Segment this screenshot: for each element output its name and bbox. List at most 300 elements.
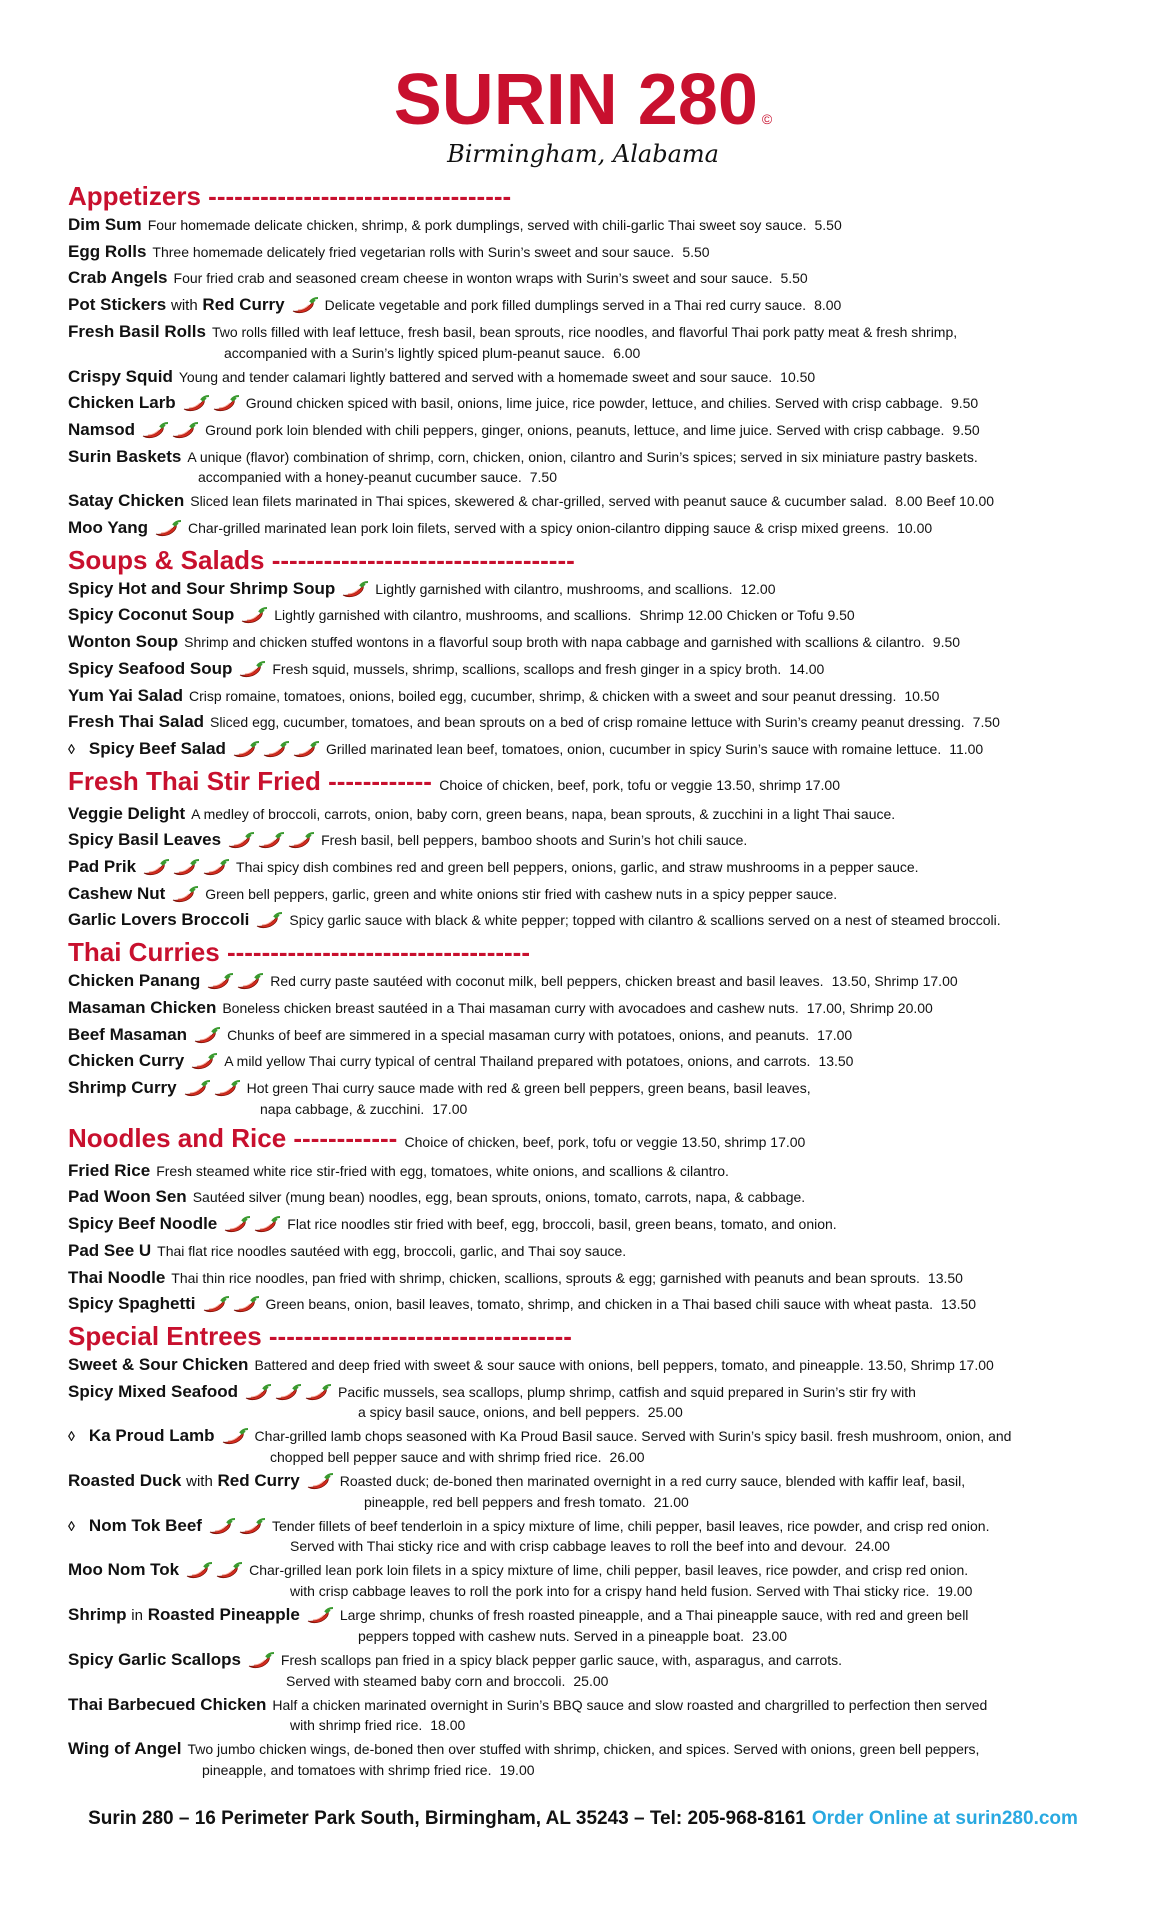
menu-item — [68, 1352, 1138, 1379]
item-description: Ground chicken spiced with basil, onions, lime juice, rice powder, lettuce, and chilies. Served with crisp cabbage. — [245, 395, 943, 412]
item-name — [68, 605, 234, 624]
spice-level — [238, 660, 266, 678]
item-name-text: Wing of Angel — [68, 1739, 182, 1759]
section-dashes: ----------------------------------- — [226, 937, 530, 968]
item-name — [68, 393, 176, 412]
item-name — [68, 632, 178, 651]
section-dashes: ------------ — [293, 1122, 398, 1153]
item-description: Sautéed silver (mung bean) noodles, egg, bean sprouts, onions, tomato, carrots, napa, & cabbage. — [192, 1189, 806, 1206]
item-description: Spicy garlic sauce with black & white pepper; topped with cilantro & scallions served on a nest of steamed broccoli. — [289, 912, 1001, 929]
item-name — [68, 1695, 266, 1714]
chili-pepper-icon — [238, 1517, 266, 1535]
menu-item — [68, 1692, 1138, 1737]
chili-pepper-icon — [202, 858, 230, 876]
chili-pepper-icon — [262, 740, 290, 758]
menu-item — [68, 656, 1138, 683]
chili-pepper-icon — [193, 1026, 221, 1044]
item-name-text: Spicy Coconut Soup — [68, 605, 235, 625]
spice-level — [227, 831, 315, 849]
item-name-text: Spicy Hot and Sour Shrimp Soup — [68, 578, 336, 598]
menu-item — [68, 1379, 1138, 1424]
item-description: A medley of broccoli, carrots, onion, baby corn, green beans, napa, bean sprouts, & zucchini in a light Thai sauce. — [191, 805, 896, 822]
item-description-line2: napa cabbage, & zucchini. — [260, 1100, 425, 1117]
item-name-text: Yum Yai Salad — [68, 685, 183, 705]
menu-item — [68, 1513, 1138, 1558]
item-description-continued — [68, 1099, 1138, 1120]
chili-pepper-icon — [172, 858, 200, 876]
item-name — [68, 884, 165, 903]
item-description: Two jumbo chicken wings, de-boned then over stuffed with shrimp, chicken, and spices. Served with onions, green bell peppers, — [187, 1741, 980, 1758]
footer-address: Surin 280 – 16 Perimeter Park South, Birmingham, AL 35243 – Tel: 205-968-8161 — [88, 1808, 806, 1829]
item-name — [68, 830, 221, 849]
chili-pepper-icon — [232, 740, 260, 758]
item-name-connector: with — [171, 297, 198, 315]
item-name-text: Surin Baskets — [68, 446, 182, 466]
item-name-text: Moo Yang — [68, 518, 148, 538]
item-description: Large shrimp, chunks of fresh roasted pineapple, and a Thai pineapple sauce, with red and green bell — [339, 1607, 969, 1624]
chili-pepper-icon — [238, 660, 266, 678]
spice-level — [193, 1026, 221, 1044]
item-name-connector: in — [131, 1607, 143, 1625]
item-price: 25.00 — [573, 1672, 609, 1689]
item-name — [68, 659, 232, 678]
item-description-continued — [68, 1715, 1138, 1736]
chili-pepper-icon — [287, 831, 315, 849]
item-price: 21.00 — [653, 1493, 689, 1510]
menu-item — [68, 907, 1138, 934]
item-name-text: Shrimp — [68, 1605, 127, 1625]
spice-level — [232, 740, 320, 758]
item-name-text: Fried Rice — [68, 1160, 151, 1180]
item-description: Ground pork loin blended with chili peppers, ginger, onions, peanuts, lettuce, and lime juice. Served with crisp cabbage. — [205, 421, 945, 438]
item-name-text: Spicy Mixed Seafood — [68, 1381, 239, 1401]
item-name-text: Pad Woon Sen — [68, 1187, 187, 1207]
item-name-part2: Red Curry — [202, 295, 285, 315]
item-name — [68, 971, 200, 990]
item-description-line2: pineapple, and tomatoes with shrimp fried rice. — [202, 1761, 492, 1778]
section-note: Choice of chicken, beef, pork, tofu or veggie 13.50, shrimp 17.00 — [439, 776, 840, 793]
section-title: Thai Curries — [68, 937, 220, 968]
section-note: Choice of chicken, beef, pork, tofu or veggie 13.50, shrimp 17.00 — [404, 1133, 806, 1150]
item-description-continued — [68, 1447, 1138, 1468]
item-description-continued — [68, 1402, 1138, 1423]
spice-level — [291, 296, 319, 314]
spice-level — [142, 858, 230, 876]
item-price: 8.00 Beef 10.00 — [895, 493, 995, 510]
spice-level — [171, 885, 199, 903]
chili-pepper-icon — [255, 911, 283, 929]
item-description: Sliced lean filets marinated in Thai spices, skewered & char-grilled, served with peanut sauce & cucumber salad. — [190, 493, 888, 510]
item-name-text: Thai Barbecued Chicken — [68, 1694, 267, 1714]
menu-section — [68, 765, 1138, 935]
menu-section — [68, 1320, 1138, 1781]
item-price: 6.00 — [613, 344, 641, 361]
chili-pepper-icon — [183, 1079, 211, 1097]
item-description-line2: accompanied with a honey-peanut cucumber sauce. — [198, 469, 522, 486]
menu-item — [68, 1238, 1138, 1265]
menu-item — [68, 709, 1138, 736]
item-description: Thai thin rice noodles, pan fried with shrimp, chicken, scallions, sprouts & egg; garnished with peanuts and bean sprouts. — [171, 1269, 920, 1286]
item-name-text: Cashew Nut — [68, 883, 166, 903]
item-description: Pacific mussels, sea scallops, plump shrimp, catfish and squid prepared in Surin’s stir fry with — [338, 1383, 916, 1400]
section-dashes: ----------------------------------- — [271, 544, 575, 575]
section-dashes: ----------------------------------- — [268, 1320, 572, 1351]
menu-item — [68, 1736, 1138, 1781]
menu-item — [68, 1048, 1138, 1075]
section-heading — [68, 765, 1138, 801]
menu-item — [68, 801, 1138, 828]
item-name — [68, 1355, 248, 1374]
item-name — [68, 268, 168, 287]
item-name-text: Egg Rolls — [68, 241, 147, 261]
item-name-text: Wonton Soup — [68, 632, 179, 652]
menu-section — [68, 1122, 1138, 1318]
section-dashes: ------------ — [328, 765, 432, 796]
item-price: 10.00 — [897, 520, 933, 537]
item-description-line2: with crisp cabbage leaves to roll the pork into for a crispy hand held fusion. Served with Thai sticky rice. — [290, 1583, 930, 1600]
menu-item — [68, 629, 1138, 656]
restaurant-name — [393, 60, 773, 140]
item-description: Char-grilled marinated lean pork loin filets, served with a spicy onion-cilantro dipping sauce & crisp mixed greens. — [187, 520, 890, 537]
menu-item — [68, 1075, 1138, 1120]
item-name — [68, 1739, 181, 1758]
item-name-text: Shrimp Curry — [68, 1077, 177, 1097]
menu-body — [68, 178, 1138, 1781]
item-name — [68, 804, 185, 823]
item-name — [68, 447, 181, 466]
chili-pepper-icon — [223, 1215, 251, 1233]
chili-pepper-icon — [206, 972, 234, 990]
item-price: 7.50 — [972, 714, 1000, 731]
item-name — [68, 579, 335, 598]
item-name — [68, 1605, 300, 1624]
section-dashes: ----------------------------------- — [208, 181, 512, 211]
item-name-text: Crab Angels — [68, 268, 168, 288]
item-description: Four homemade delicate chicken, shrimp, & pork dumplings, served with chili-garlic Thai sweet soy sauce. — [147, 217, 807, 233]
item-name — [68, 1268, 165, 1287]
section-heading — [68, 1320, 1138, 1352]
section-title: Soups & Salads — [68, 544, 265, 575]
item-description-continued — [68, 1760, 1138, 1781]
item-name — [68, 1214, 217, 1233]
item-description-line2: Served with steamed baby corn and broccoli. — [286, 1672, 566, 1689]
menu-item — [68, 854, 1138, 881]
spice-level — [221, 1427, 249, 1445]
spice-level — [190, 1052, 218, 1070]
item-description: Two rolls filled with leaf lettuce, fresh basil, bean sprouts, rice noodles, and flavorful Thai pork patty meat & fresh shrimp, — [211, 323, 958, 340]
menu-item — [68, 1423, 1138, 1468]
item-description-continued — [68, 1536, 1138, 1557]
item-name-connector: with — [186, 1473, 213, 1491]
item-price: Shrimp 12.00 Chicken or Tofu 9.50 — [639, 607, 855, 624]
chili-pepper-icon — [221, 1427, 249, 1445]
item-description: Grilled marinated lean beef, tomatoes, onion, cucumber in spicy Surin’s sauce with romaine lettuce. — [325, 740, 942, 757]
item-name — [68, 1051, 184, 1070]
chili-pepper-icon — [292, 740, 320, 758]
item-description-continued — [68, 343, 1138, 364]
menu-item — [68, 265, 1138, 292]
chili-pepper-icon — [232, 1295, 260, 1313]
menu-section — [68, 936, 1138, 1120]
item-price: 17.00 — [432, 1100, 468, 1117]
item-description-line2: chopped bell pepper sauce and with shrimp fried rice. — [270, 1449, 602, 1466]
item-name — [68, 215, 142, 234]
spice-level — [255, 911, 283, 929]
spice-level — [206, 972, 264, 990]
chili-pepper-icon — [257, 831, 285, 849]
menu-item — [68, 881, 1138, 908]
item-description: Thai spicy dish combines red and green bell peppers, onions, garlic, and straw mushrooms in a pepper sauce. — [236, 859, 919, 876]
item-description: Tender fillets of beef tenderloin in a spicy mixture of lime, chili pepper, basil leaves, rice powder, and crisp red onion. — [271, 1517, 990, 1534]
menu-item — [68, 1184, 1138, 1211]
chili-pepper-icon — [240, 606, 268, 624]
item-name — [89, 1516, 202, 1535]
spice-level — [185, 1561, 243, 1579]
section-heading — [68, 936, 1138, 968]
item-name-text: Masaman Chicken — [68, 997, 217, 1017]
menu-item — [68, 1265, 1138, 1292]
menu-item — [68, 1468, 1138, 1513]
menu-section — [68, 544, 1138, 763]
item-name-text: Satay Chicken — [68, 491, 185, 511]
item-description: Delicate vegetable and pork filled dumplings served in a Thai red curry sauce. — [324, 297, 807, 314]
item-name — [68, 857, 136, 876]
copyright-mark: © — [761, 111, 773, 127]
spice-level — [240, 606, 268, 624]
menu-item — [68, 995, 1138, 1022]
item-name-text: Chicken Curry — [68, 1051, 185, 1071]
item-name-text: Spicy Garlic Scallops — [68, 1649, 241, 1669]
spice-level — [244, 1383, 332, 1401]
item-description: Green beans, onion, basil leaves, tomato, shrimp, and chicken in a Thai based chili sauce with wheat pasta. — [265, 1296, 933, 1313]
item-description-continued — [68, 1581, 1138, 1602]
item-description: Green bell peppers, garlic, green and white onions stir fried with cashew nuts in a spicy pepper sauce. — [205, 885, 838, 902]
chili-pepper-icon — [306, 1606, 334, 1624]
spice-level — [247, 1651, 275, 1669]
item-description: Red curry paste sautéed with coconut milk, bell peppers, chicken breast and basil leaves. — [270, 973, 824, 990]
item-name-text: Spicy Spaghetti — [68, 1294, 196, 1314]
item-description: Thai flat rice noodles sautéed with egg, broccoli, garlic, and Thai soy sauce. — [157, 1242, 627, 1259]
section-title: Special Entrees — [68, 1320, 262, 1351]
item-description: Hot green Thai curry sauce made with red & green bell peppers, green beans, basil leaves, — [246, 1079, 811, 1096]
item-name — [68, 1187, 187, 1206]
chili-pepper-icon — [291, 296, 319, 314]
chili-pepper-icon — [171, 885, 199, 903]
item-name — [68, 420, 135, 439]
item-name-text: Moo Nom Tok — [68, 1560, 180, 1580]
item-description: Lightly garnished with cilantro, mushrooms, and scallions. — [274, 607, 632, 624]
menu-item — [68, 390, 1138, 417]
item-price: 13.50 — [927, 1269, 963, 1286]
menu-item — [68, 364, 1138, 391]
chili-pepper-icon — [274, 1383, 302, 1401]
item-description-continued — [68, 1492, 1138, 1513]
section-heading — [68, 180, 1138, 212]
item-description: Boneless chicken breast sautéed in a Thai masaman curry with avocadoes and cashew nuts. — [222, 999, 799, 1016]
item-price: 5.50 — [780, 270, 808, 287]
item-description: Char-grilled lean pork loin filets in a spicy mixture of lime, chili pepper, basil leaves, rice powder, and crisp red onion. — [249, 1562, 969, 1579]
menu-item — [68, 1557, 1138, 1602]
chili-pepper-icon — [236, 972, 264, 990]
item-name — [68, 1382, 238, 1401]
item-name-text: Dim Sum — [68, 215, 142, 234]
item-price: 19.00 — [499, 1761, 535, 1778]
menu-item — [68, 968, 1138, 995]
item-price: 17.00 — [817, 1026, 853, 1043]
item-name-text: Spicy Seafood Soup — [68, 658, 233, 678]
item-description: Crisp romaine, tomatoes, onions, boiled egg, cucumber, shrimp, & chicken with a sweet and sour peanut dressing. — [188, 687, 897, 704]
item-description-continued — [68, 467, 1138, 488]
chili-pepper-icon — [215, 1561, 243, 1579]
item-name — [68, 1078, 177, 1097]
item-name-text: Thai Noodle — [68, 1267, 166, 1287]
section-heading — [68, 1122, 1138, 1158]
menu-item — [68, 576, 1138, 603]
item-description-line2: a spicy basil sauce, onions, and bell peppers. — [358, 1404, 640, 1421]
spice-level — [223, 1215, 281, 1233]
item-name — [68, 1294, 196, 1313]
item-name-text: Chicken Panang — [68, 971, 201, 991]
brand-text: SURIN 280 — [393, 60, 758, 140]
chili-pepper-icon — [154, 519, 182, 537]
item-name — [68, 367, 173, 386]
item-name — [68, 1650, 241, 1669]
item-description-continued — [68, 1671, 1138, 1692]
item-description: Sliced egg, cucumber, tomatoes, and bean sprouts on a bed of crisp romaine lettuce with Surin’s creamy peanut dressing. — [210, 714, 965, 731]
chili-pepper-icon — [213, 1079, 241, 1097]
chili-pepper-icon — [341, 580, 369, 598]
item-price: 23.00 — [752, 1627, 788, 1644]
chili-pepper-icon — [185, 1561, 213, 1579]
item-name-text: Veggie Delight — [68, 803, 186, 823]
section-title: Appetizers — [68, 181, 201, 211]
menu-item — [68, 683, 1138, 710]
menu-item — [68, 1211, 1138, 1238]
item-name-text: Garlic Lovers Broccoli — [68, 910, 250, 930]
item-price: 13.50, Shrimp 17.00 — [831, 973, 958, 990]
item-description: A mild yellow Thai curry typical of central Thailand prepared with potatoes, onions, and carrots. — [224, 1053, 811, 1070]
item-description: Four fried crab and seasoned cream cheese in wonton wraps with Surin’s sweet and sour sauce. — [173, 270, 773, 287]
item-name-text: Spicy Beef Noodle — [68, 1214, 218, 1234]
menu-item — [68, 292, 1138, 319]
item-name-text: Fresh Basil Rolls — [68, 321, 206, 341]
menu-item — [68, 444, 1138, 489]
menu-item — [68, 1647, 1138, 1692]
item-name — [68, 518, 148, 537]
item-name — [68, 998, 216, 1017]
item-name — [68, 712, 204, 731]
menu-item — [68, 239, 1138, 266]
item-description-line2: peppers topped with cashew nuts. Served in a pineapple boat. — [358, 1627, 745, 1644]
diamond-icon: ◊ — [68, 740, 75, 757]
chili-pepper-icon — [212, 394, 240, 412]
item-name-text: Pad Prik — [68, 857, 137, 877]
chili-pepper-icon — [171, 421, 199, 439]
item-name-text: Beef Masaman — [68, 1024, 188, 1044]
item-name-text: Spicy Basil Leaves — [68, 830, 222, 850]
menu-item — [68, 827, 1138, 854]
menu-item — [68, 1291, 1138, 1318]
item-name — [68, 1241, 151, 1260]
menu-item — [68, 602, 1138, 629]
section-title: Fresh Thai Stir Fried — [68, 765, 321, 796]
menu-item — [68, 488, 1138, 515]
item-price: 7.50 — [529, 469, 557, 486]
menu-item — [68, 736, 1138, 763]
item-description: Fresh scallops pan fried in a spicy black pepper garlic sauce, with, asparagus, and carrots. — [280, 1651, 842, 1668]
chili-pepper-icon — [202, 1295, 230, 1313]
item-description: A unique (flavor) combination of shrimp, corn, chicken, onion, cilantro and Surin’s spices; served in six miniature pastry baskets. — [187, 448, 978, 465]
item-description: Battered and deep fried with sweet & sour sauce with onions, bell peppers, tomato, and pineapple. 13.50, Shrimp 17.00 — [254, 1356, 994, 1373]
item-name-text: Fresh Thai Salad — [68, 712, 205, 732]
item-description-line2: Served with Thai sticky rice and with crisp cabbage leaves to roll the beef into and devour. — [290, 1538, 847, 1555]
spice-level — [183, 1079, 241, 1097]
chili-pepper-icon — [304, 1383, 332, 1401]
item-description: Char-grilled lamb chops seasoned with Ka Proud Basil sauce. Served with Surin’s spicy basil. fresh mushroom, onion, and — [254, 1428, 1012, 1445]
item-price: 9.50 — [952, 421, 980, 438]
item-name — [68, 1025, 187, 1044]
item-name-text: Sweet & Sour Chicken — [68, 1354, 249, 1374]
item-name — [68, 322, 206, 341]
item-price: 10.50 — [780, 368, 816, 385]
item-name — [68, 491, 184, 510]
item-price: 24.00 — [854, 1538, 890, 1555]
menu-item — [68, 515, 1138, 542]
menu-item — [68, 417, 1138, 444]
spice-level — [141, 421, 199, 439]
item-description-line2: accompanied with a Surin’s lightly spiced plum-peanut sauce. — [224, 344, 606, 361]
item-description: Fresh steamed white rice stir-fried with egg, tomatoes, white onions, and scallions & cilantro. — [156, 1162, 729, 1179]
item-price: 9.50 — [950, 395, 979, 412]
item-name-text: Spicy Beef Salad — [88, 738, 226, 758]
item-name — [68, 1560, 179, 1579]
item-price: 10.50 — [904, 687, 940, 704]
item-name — [68, 1471, 300, 1490]
chili-pepper-icon — [190, 1052, 218, 1070]
item-name-part2: Red Curry — [217, 1471, 300, 1491]
item-description: Lightly garnished with cilantro, mushrooms, and scallions. — [375, 580, 733, 597]
item-description-line2: pineapple, red bell peppers and fresh tomato. — [364, 1493, 646, 1510]
item-price: 17.00, Shrimp 20.00 — [806, 999, 933, 1016]
item-name-text: Ka Proud Lamb — [88, 1426, 215, 1446]
chili-pepper-icon — [141, 421, 169, 439]
diamond-icon: ◊ — [68, 1428, 75, 1445]
restaurant-location: Birmingham, Alabama — [447, 140, 719, 168]
item-description-line2: with shrimp fried rice. — [290, 1717, 423, 1734]
chili-pepper-icon — [182, 394, 210, 412]
item-price: 14.00 — [789, 660, 825, 677]
item-name-part2: Roasted Pineapple — [147, 1605, 300, 1625]
item-name-text: Namsod — [68, 419, 136, 439]
order-online-link[interactable]: Order Online at surin280.com — [811, 1808, 1078, 1829]
item-name-text: Crispy Squid — [68, 366, 173, 386]
item-name-text: Roasted Duck — [68, 1471, 182, 1491]
section-heading — [68, 544, 1138, 576]
item-name-text: Nom Tok Beef — [88, 1515, 202, 1535]
diamond-icon: ◊ — [68, 1517, 75, 1534]
item-description: Fresh basil, bell peppers, bamboo shoots and Surin’s hot chili sauce. — [321, 832, 748, 849]
item-price: 12.00 — [740, 580, 776, 597]
item-price: 18.00 — [430, 1717, 466, 1734]
spice-level — [202, 1295, 260, 1313]
item-description-continued — [68, 1626, 1138, 1647]
chili-pepper-icon — [227, 831, 255, 849]
item-price: 13.50 — [941, 1296, 977, 1313]
item-description: Fresh squid, mussels, shrimp, scallions, scallops and fresh ginger in a spicy broth. — [272, 660, 782, 677]
item-name — [68, 242, 146, 261]
chili-pepper-icon — [306, 1472, 334, 1490]
item-name-text: Pad See U — [68, 1240, 152, 1260]
